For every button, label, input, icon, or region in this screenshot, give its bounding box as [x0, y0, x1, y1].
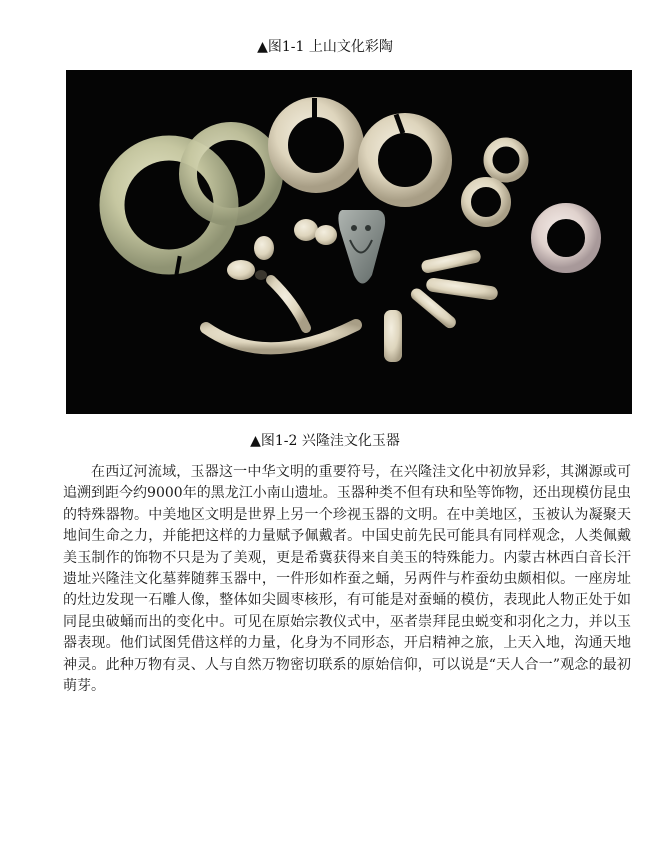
figure-caption-1: ▲图1-1 上山文化彩陶	[257, 39, 393, 55]
article-paragraph: 在西辽河流域，玉器这一中华文明的重要符号，在兴隆洼文化中初放异彩，其渊源或可追溯到距今约9000年的黑龙江小南山遗址。玉器种类不但有玦和坠等饰物，还出现模仿昆虫的特殊器物。中美地区文明是世界上另一个珍视玉器的文明。在中美地区，玉被认为凝聚天地间生命之力，并能把这样的力量赋予佩戴者。中国史前先民可能具有同样观念，人类佩戴美玉制作的饰物不只是为了美观，更是希冀获得来自美玉的特殊能力。内蒙古林西白音长汗遗址兴隆洼文化墓葬随葬玉器中，一件形如柞蚕之蛹，另两件与柞蚕幼虫颇相似。一座房址的灶边发现一石雕人像，整体如尖圆枣核形，有可能是对蚕蛹的模仿，表现此人物正处于如同昆虫破蛹而出的变化中。可见在原始宗教仪式中，巫者崇拜昆虫蜕变和羽化之力，并以玉器表现。他们试图凭借这样的力量，化身为不同形态，开启精神之旅，上天入地，沟通天地神灵。此种万物有灵、人与自然万物密切联系的原始信仰，可以说是“天人合一”观念的最初萌芽。	[63, 464, 631, 695]
jade-artifacts-photo	[66, 70, 632, 414]
jade-artifacts-illustration	[66, 70, 632, 414]
jade-pendant-bead	[384, 310, 402, 362]
figure-caption-2: ▲图1-2 兴隆洼文化玉器	[250, 433, 400, 449]
